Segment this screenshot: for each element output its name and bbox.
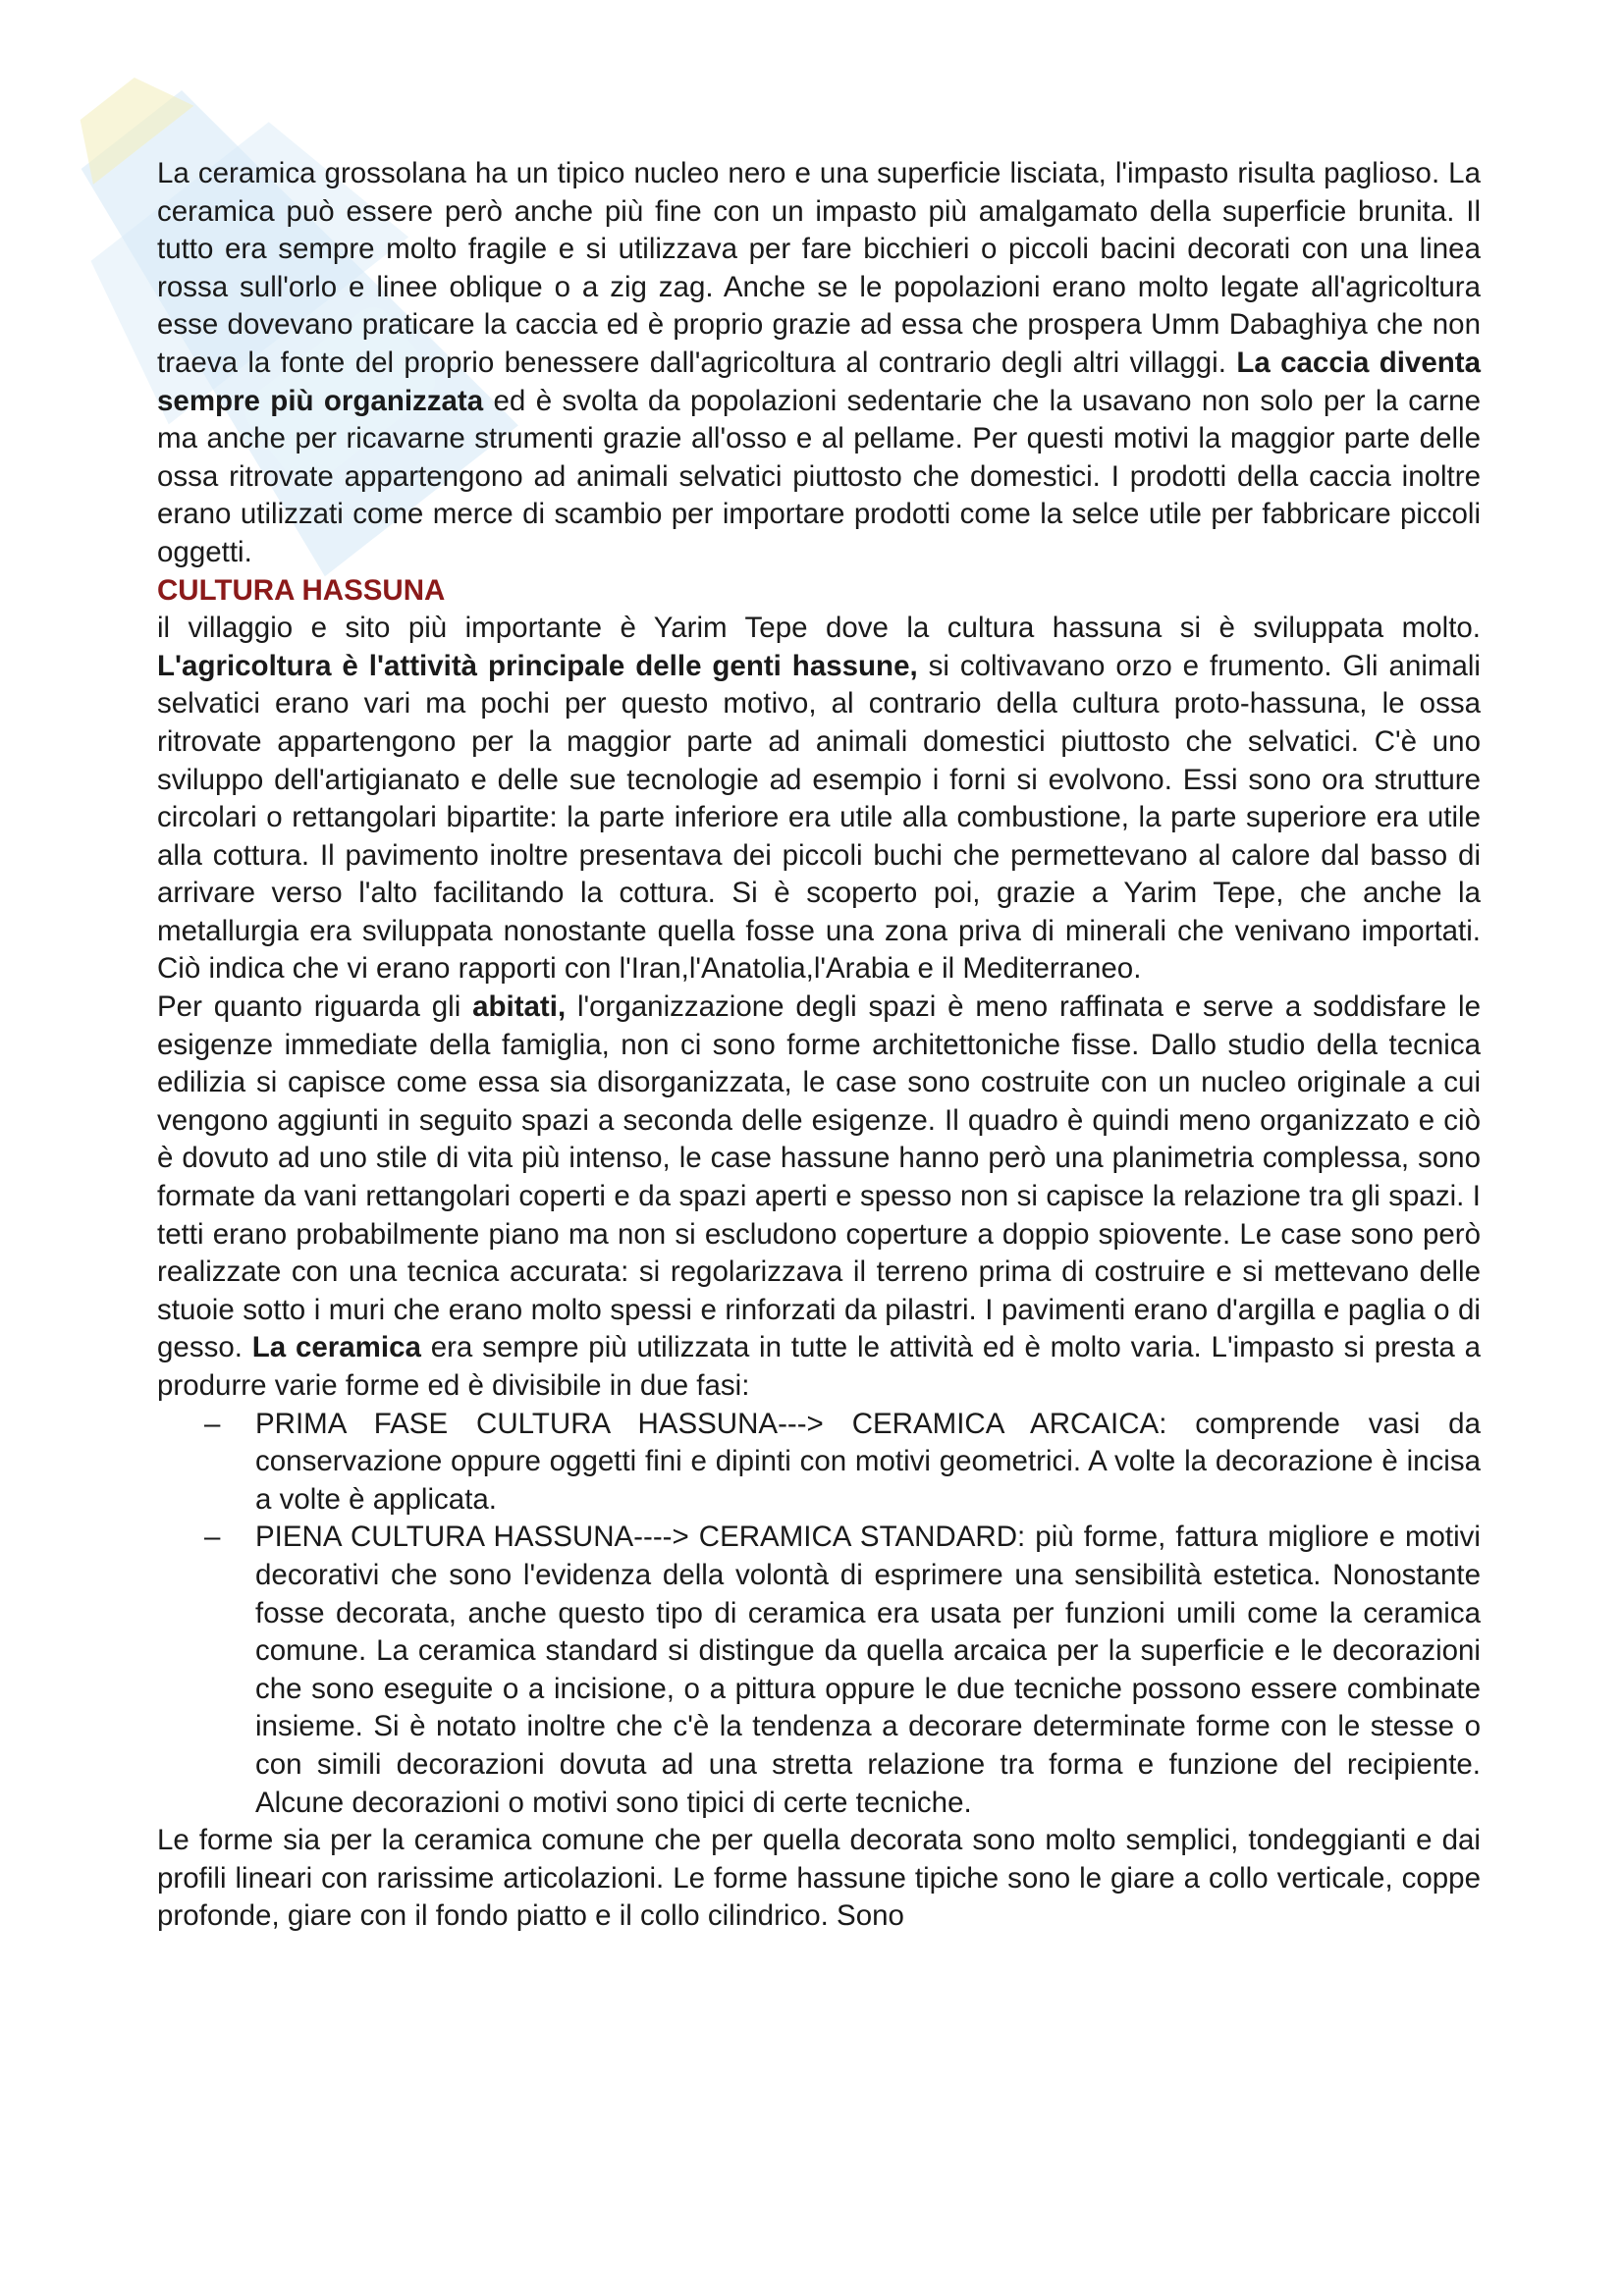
ceramica-phases-list	[157, 1406, 1481, 1823]
paragraph-text: ed è svolta da popolazioni sedentarie che la usavano non solo per la carne ma anche per ricavarne strumenti grazie all'osso e al pellame. Per questi motivi la maggior parte delle ossa ritrovate appartengono ad animali selvatici piuttosto che domestici. I prodotti della caccia inoltre erano utilizzati come merce di scambio per importare prodotti come la selce utile per fabbricare piccoli oggetti.	[157, 384, 1481, 568]
paragraph-text: Per quanto riguarda gli	[157, 990, 473, 1024]
document-body	[157, 155, 1481, 1936]
list-item-text: PRIMA FASE CULTURA HASSUNA---> CERAMICA ARCAICA: comprende vasi da conservazione oppure oggetti fini e dipinti con motivi geometrici. A volte la decorazione è incisa a volte è applicata.	[255, 1407, 1481, 1516]
paragraph-forme	[157, 1822, 1481, 1936]
paragraph-text: il villaggio e sito più importante è Yarim Tepe dove la cultura hassuna si è sviluppata molto.	[157, 612, 1481, 645]
list-bullet-dash: –	[204, 1521, 221, 1554]
paragraph-text: era sempre più utilizzata in tutte le attività ed è molto varia. L'impasto si presta a produrre varie forme ed è divisibile in due fasi:	[157, 1331, 1481, 1402]
paragraph-text: La ceramica grossolana ha un tipico nucleo nero e una superficie lisciata, l'impasto risulta paglioso. La ceramica può essere però anche più fine con un impasto più amalgamato della superficie brunita. Il tutto era sempre molto fragile e si utilizzava per fare bicchieri o piccoli bacini decorati con una linea rossa sull'orlo e linee oblique o a zig zag. Anche se le popolazioni erano molto legate all'agricoltura esse dovevano praticare la caccia ed è proprio grazie ad essa che prospera Umm Dabaghiya che non traeva la fonte del proprio benessere dall'agricoltura al contrario degli altri villaggi.	[157, 157, 1481, 379]
paragraph-text: Le forme sia per la ceramica comune che per quella decorata sono molto semplici, tondeggianti e dai profili lineari con rarissime articolazioni. Le forme hassune tipiche sono le giare a collo verticale, coppe profonde, giare con il fondo piatto e il collo cilindrico. Sono	[157, 1824, 1481, 1933]
paragraph-text: l'organizzazione degli spazi è meno raffinata e serve a soddisfare le esigenze immediate della famiglia, non ci sono forme architettoniche fisse. Dallo studio della tecnica edilizia si capisce come essa sia disorganizzata, le case sono costruite con un nucleo originale a cui vengono aggiunti in seguito spazi a seconda delle esigenze. Il quadro è quindi meno organizzato e ciò è dovuto ad uno stile di vita più intenso, le case hassune hanno però una planimetria complessa, sono formate da vani rettangolari coperti e da spazi aperti e spesso non si capisce la relazione tra gli spazi. I tetti erano probabilmente piano ma non si escludono coperture a doppio spiovente. Le case sono però realizzate con una tecnica accurata: si regolarizzava il terreno prima di costruire e si mettevano delle stuoie sotto i muri che erano molto spessi e rinforzati da pilastri. I pavimenti erano d'argilla e paglia o di gesso.	[157, 990, 1482, 1364]
bold-la-ceramica: La ceramica	[251, 1331, 421, 1364]
paragraph-abitati	[157, 988, 1481, 1406]
bold-caccia-organizzata: La caccia diventa sempre più organizzata	[157, 346, 1481, 417]
bold-abitati: abitati,	[472, 990, 567, 1024]
section-heading-cultura-hassuna: CULTURA HASSUNA	[157, 573, 446, 607]
bold-agricoltura: L'agricoltura è l'attività principale delle genti hassune,	[157, 649, 918, 682]
paragraph-villaggio-yarim-tepe	[157, 610, 1481, 988]
paragraph-text: si coltivavano orzo e frumento. Gli animali selvatici erano vari ma pochi per questo motivo, al contrario della cultura proto-hassuna, le ossa ritrovate appartengono per la maggior parte ad animali domestici piuttosto che selvatici. C'è uno sviluppo dell'artigianato e delle sue tecnologie ad esempio i forni si evolvono. Essi sono ora strutture circolari o rettangolari bipartite: la parte inferiore era utile alla combustione, la parte superiore era utile alla cottura. Il pavimento inoltre presentava dei piccoli buchi che permettevano al calore dal basso di arrivare verso l'alto facilitando la cottura. Si è scoperto poi, grazie a Yarim Tepe, che anche la metallurgia era sviluppata nonostante quella fosse una zona priva di minerali che venivano importati. Ciò indica che vi erano rapporti con l'Iran,l'Anatolia,l'Arabia e il Mediterraneo.	[157, 649, 1481, 986]
list-item-ceramica-arcaica	[204, 1406, 1481, 1520]
list-item-text: PIENA CULTURA HASSUNA----> CERAMICA STANDARD: più forme, fattura migliore e motivi decorativi che sono l'evidenza della volontà di esprimere una sensibilità estetica. Nonostante fosse decorata, anche questo tipo di ceramica era usata per funzioni umili come la ceramica comune. La ceramica standard si distingue da quella arcaica per la superficie e le decorazioni che sono eseguite o a incisione, o a pittura oppure le due tecniche possono essere combinate insieme. Si è notato inoltre che c'è la tendenza a decorare determinate forme con le stesse o con simili decorazioni dovuta ad una stretta relazione tra forma e funzione del recipiente. Alcune decorazioni o motivi sono tipici di certe tecniche.	[255, 1521, 1481, 1819]
paragraph-ceramica-grossolana	[157, 155, 1481, 572]
list-bullet-dash: –	[204, 1407, 221, 1440]
list-item-ceramica-standard	[204, 1519, 1481, 1822]
